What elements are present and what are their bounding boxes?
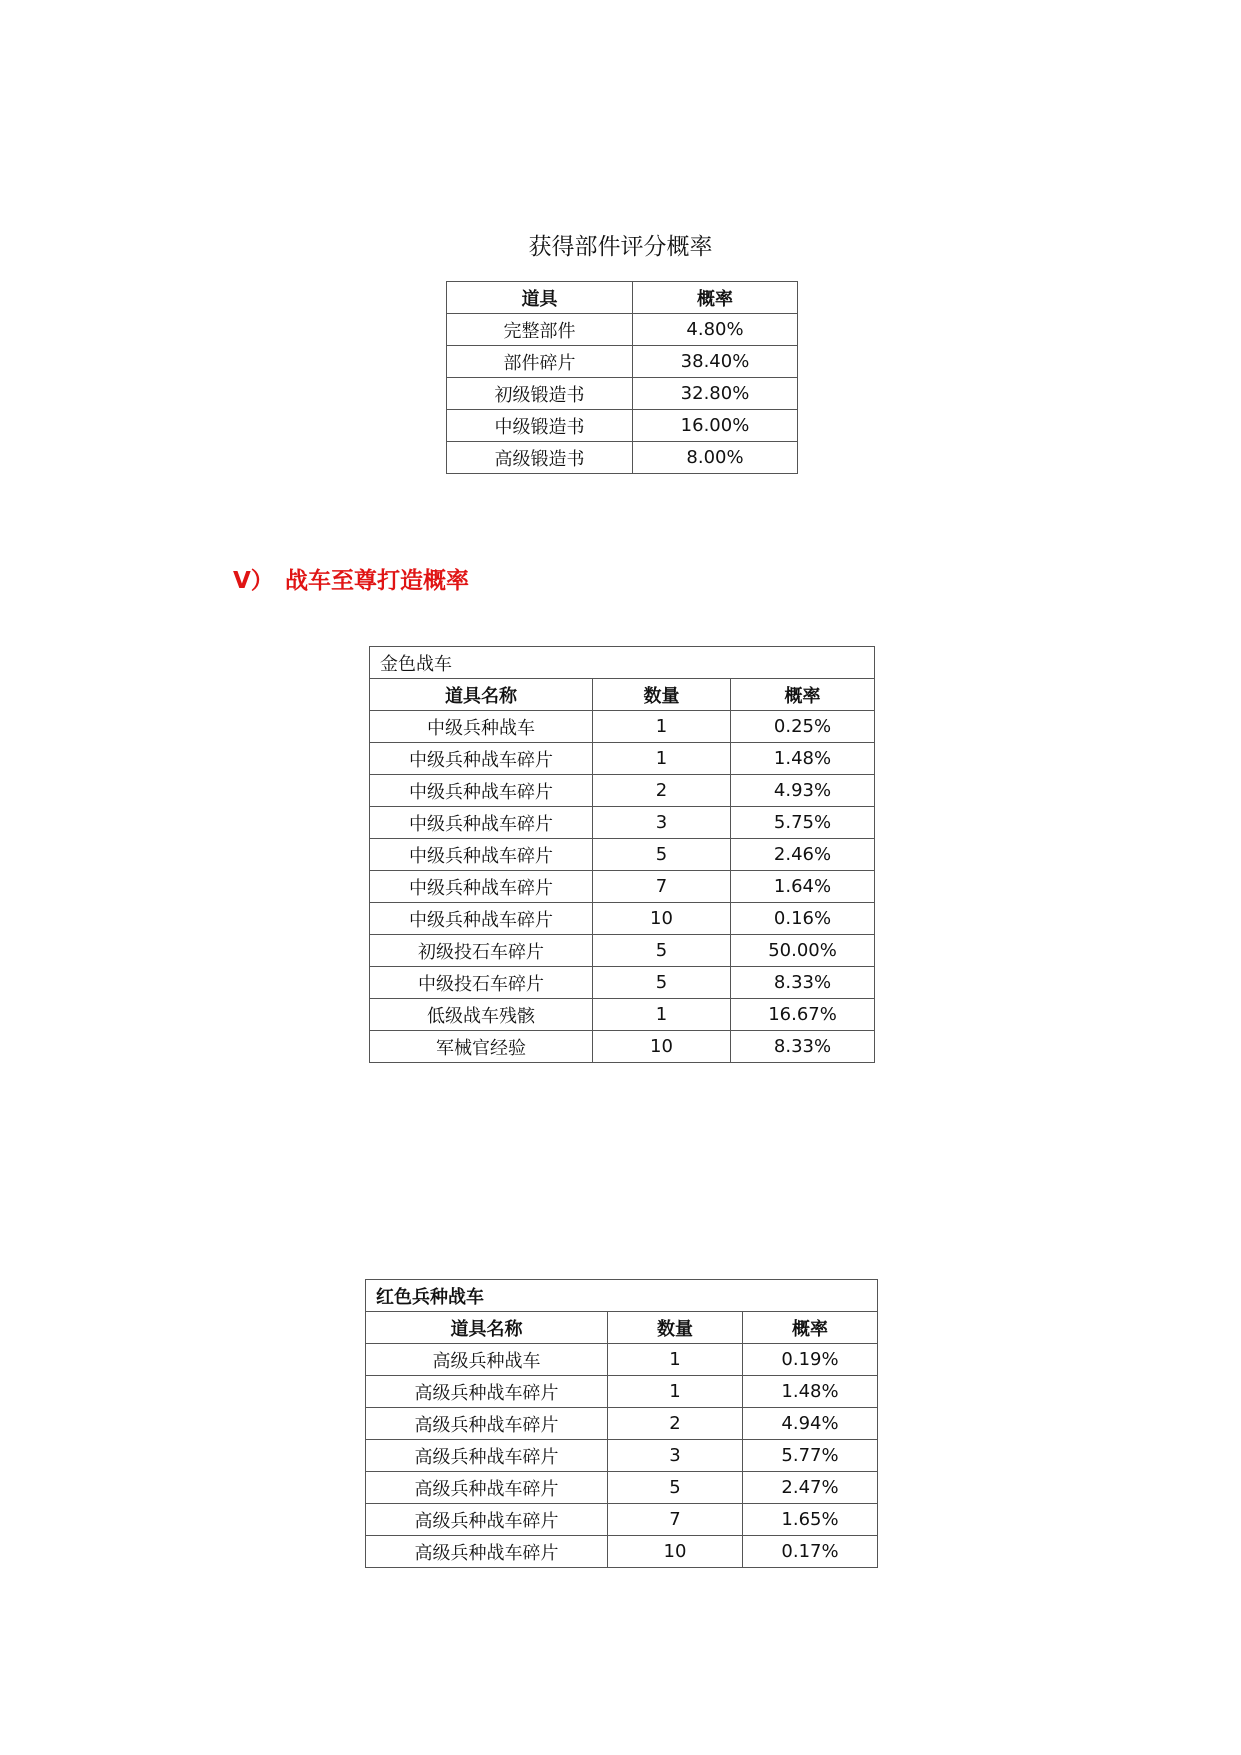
item-cell: 高级锻造书 xyxy=(447,442,633,474)
item-cell: 高级兵种战车碎片 xyxy=(366,1536,608,1568)
quantity-cell: 1 xyxy=(593,711,731,743)
item-cell: 军械官经验 xyxy=(370,1031,593,1063)
item-cell: 高级兵种战车 xyxy=(366,1344,608,1376)
quantity-cell: 10 xyxy=(593,903,731,935)
quantity-cell: 7 xyxy=(593,871,731,903)
probability-cell: 0.19% xyxy=(743,1344,878,1376)
quantity-cell: 3 xyxy=(593,807,731,839)
probability-cell: 32.80% xyxy=(633,378,798,410)
section-title: 战车至尊打造概率 xyxy=(285,568,469,594)
probability-cell: 4.93% xyxy=(731,775,875,807)
item-cell: 部件碎片 xyxy=(447,346,633,378)
item-cell: 中级兵种战车碎片 xyxy=(370,839,593,871)
quantity-cell: 10 xyxy=(593,1031,731,1063)
probability-cell: 16.67% xyxy=(731,999,875,1031)
item-cell: 中级兵种战车碎片 xyxy=(370,743,593,775)
item-cell: 高级兵种战车碎片 xyxy=(366,1376,608,1408)
table-row xyxy=(366,1440,878,1472)
item-cell: 中级锻造书 xyxy=(447,410,633,442)
table-title: 金色战车 xyxy=(370,647,875,679)
column-header-probability: 概率 xyxy=(743,1312,878,1344)
probability-cell: 5.77% xyxy=(743,1440,878,1472)
quantity-cell: 10 xyxy=(608,1536,743,1568)
probability-cell: 0.16% xyxy=(731,903,875,935)
table-row xyxy=(370,711,875,743)
quantity-cell: 2 xyxy=(608,1408,743,1440)
table-row xyxy=(370,903,875,935)
table-title-row xyxy=(370,647,875,679)
quantity-cell: 5 xyxy=(593,967,731,999)
probability-cell: 1.48% xyxy=(743,1376,878,1408)
item-cell: 完整部件 xyxy=(447,314,633,346)
table-row xyxy=(370,839,875,871)
table-title-row xyxy=(366,1280,878,1312)
table-row xyxy=(447,442,798,474)
table-row xyxy=(366,1408,878,1440)
item-cell: 中级兵种战车碎片 xyxy=(370,903,593,935)
probability-cell: 38.40% xyxy=(633,346,798,378)
table-row xyxy=(370,743,875,775)
quantity-cell: 5 xyxy=(593,935,731,967)
quantity-cell: 1 xyxy=(608,1344,743,1376)
probability-cell: 8.33% xyxy=(731,1031,875,1063)
item-cell: 中级兵种战车碎片 xyxy=(370,871,593,903)
column-header-probability: 概率 xyxy=(731,679,875,711)
probability-cell: 2.47% xyxy=(743,1472,878,1504)
quantity-cell: 3 xyxy=(608,1440,743,1472)
table-row xyxy=(366,1344,878,1376)
item-cell: 中级兵种战车碎片 xyxy=(370,807,593,839)
table-row xyxy=(370,967,875,999)
table-row xyxy=(370,807,875,839)
quantity-cell: 2 xyxy=(593,775,731,807)
quantity-cell: 5 xyxy=(593,839,731,871)
probability-cell: 0.25% xyxy=(731,711,875,743)
parts-table-caption: 获得部件评分概率 xyxy=(528,234,713,260)
probability-cell: 4.94% xyxy=(743,1408,878,1440)
probability-cell: 2.46% xyxy=(731,839,875,871)
quantity-cell: 5 xyxy=(608,1472,743,1504)
table-title: 红色兵种战车 xyxy=(366,1280,878,1312)
column-header-probability: 概率 xyxy=(633,282,798,314)
probability-cell: 16.00% xyxy=(633,410,798,442)
item-cell: 中级兵种战车 xyxy=(370,711,593,743)
table-header-row xyxy=(366,1312,878,1344)
section-number: V） xyxy=(233,568,274,594)
table-header-row xyxy=(370,679,875,711)
table-row xyxy=(370,935,875,967)
quantity-cell: 1 xyxy=(608,1376,743,1408)
quantity-cell: 7 xyxy=(608,1504,743,1536)
item-cell: 中级投石车碎片 xyxy=(370,967,593,999)
probability-cell: 5.75% xyxy=(731,807,875,839)
probability-cell: 0.17% xyxy=(743,1536,878,1568)
table-header-row xyxy=(447,282,798,314)
table-row xyxy=(370,871,875,903)
table-row xyxy=(447,410,798,442)
table-row xyxy=(366,1536,878,1568)
probability-cell: 8.00% xyxy=(633,442,798,474)
item-cell: 高级兵种战车碎片 xyxy=(366,1472,608,1504)
column-header-item-name: 道具名称 xyxy=(366,1312,608,1344)
item-cell: 初级锻造书 xyxy=(447,378,633,410)
item-cell: 初级投石车碎片 xyxy=(370,935,593,967)
item-cell: 高级兵种战车碎片 xyxy=(366,1440,608,1472)
probability-cell: 4.80% xyxy=(633,314,798,346)
column-header-quantity: 数量 xyxy=(593,679,731,711)
table-row xyxy=(366,1376,878,1408)
probability-cell: 1.48% xyxy=(731,743,875,775)
item-cell: 高级兵种战车碎片 xyxy=(366,1504,608,1536)
parts-probability-table xyxy=(446,281,798,474)
table-row xyxy=(370,775,875,807)
column-header-quantity: 数量 xyxy=(608,1312,743,1344)
table-row xyxy=(447,378,798,410)
column-header-item: 道具 xyxy=(447,282,633,314)
table-row xyxy=(366,1472,878,1504)
section-heading xyxy=(233,566,469,596)
gold-chariot-table xyxy=(369,646,875,1063)
table-row xyxy=(447,346,798,378)
probability-cell: 1.65% xyxy=(743,1504,878,1536)
probability-cell: 8.33% xyxy=(731,967,875,999)
item-cell: 低级战车残骸 xyxy=(370,999,593,1031)
table-row xyxy=(370,1031,875,1063)
probability-cell: 1.64% xyxy=(731,871,875,903)
quantity-cell: 1 xyxy=(593,999,731,1031)
table-row xyxy=(370,999,875,1031)
quantity-cell: 1 xyxy=(593,743,731,775)
table-row xyxy=(366,1504,878,1536)
item-cell: 中级兵种战车碎片 xyxy=(370,775,593,807)
column-header-item-name: 道具名称 xyxy=(370,679,593,711)
table-row xyxy=(447,314,798,346)
item-cell: 高级兵种战车碎片 xyxy=(366,1408,608,1440)
probability-cell: 50.00% xyxy=(731,935,875,967)
red-chariot-table xyxy=(365,1279,878,1568)
